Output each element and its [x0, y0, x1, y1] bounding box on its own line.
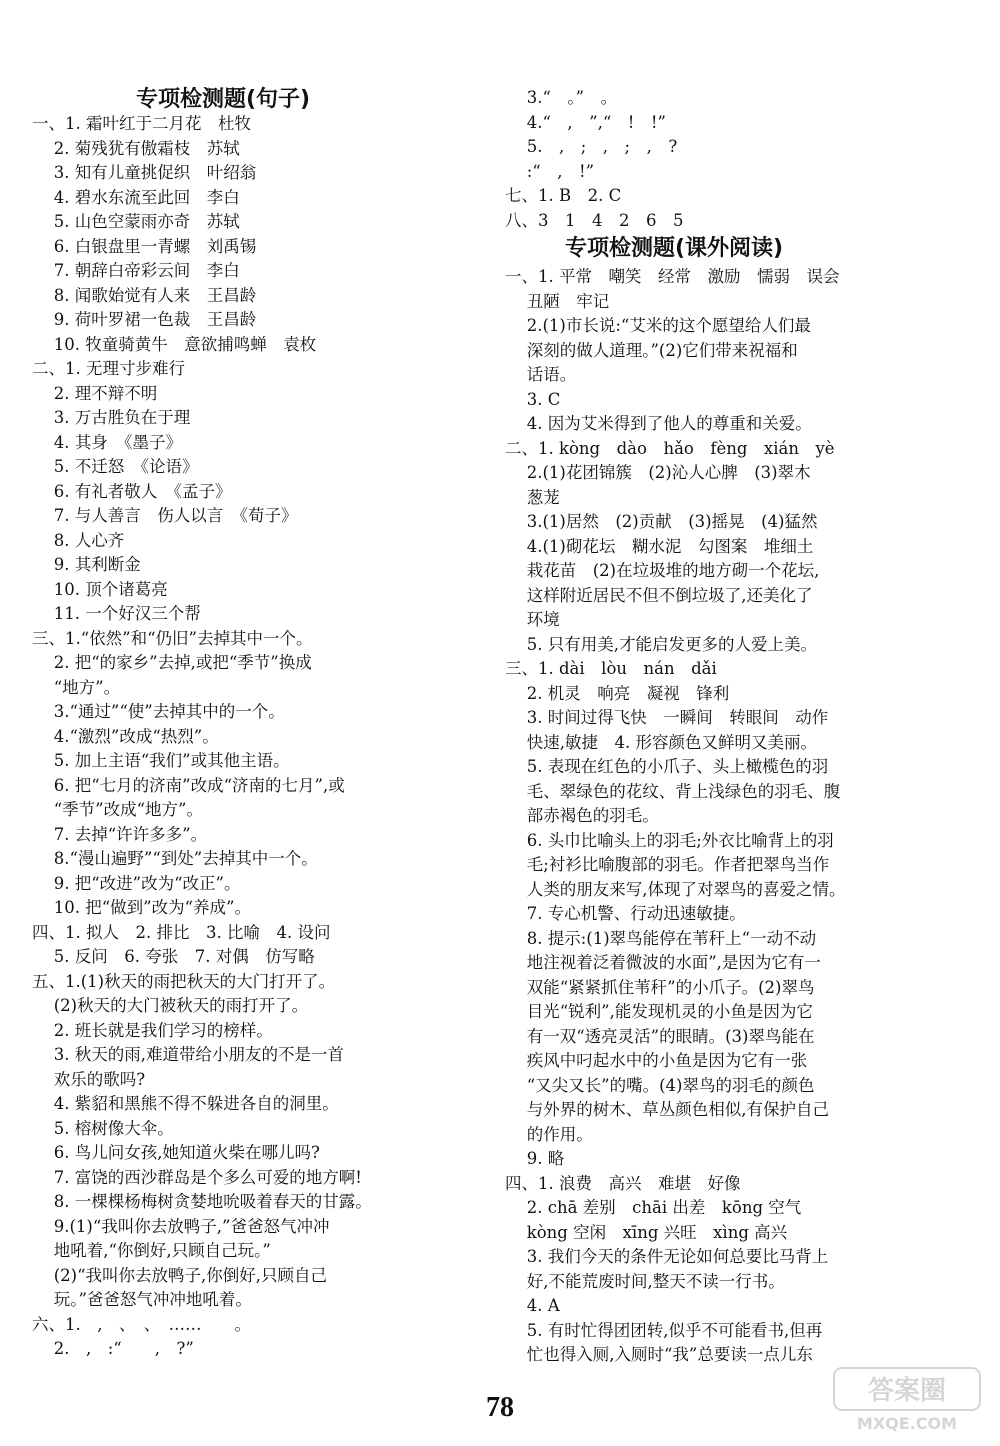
answer-line: 7. 朝辞白帝彩云间 李白	[32, 261, 240, 280]
answer-line: 2. chā 差别 chāi 出差 kōng 空气	[505, 1198, 802, 1217]
answer-line: 二、1. 无理寸步难行	[32, 359, 185, 378]
section-title-reading: 专项检测题(课外阅读)	[565, 236, 784, 261]
svg-text:MXQE.COM: MXQE.COM	[856, 1414, 958, 1433]
answer-line: 好,不能荒废时间,整天不读一行书。	[505, 1271, 785, 1291]
answer-line: 地注视着泛着微波的水面”,是因为它有一	[505, 953, 821, 972]
answer-line: 5. 山色空蒙雨亦奇 苏轼	[32, 212, 240, 231]
answer-line: 目光“锐利”,能发现机灵的小鱼是因为它	[505, 1002, 813, 1021]
answer-line: 部赤褐色的羽毛。	[505, 806, 659, 825]
answer-line: :“ , !”	[505, 161, 595, 181]
answer-line: 7. 与人善言 伤人以言 《荀子》	[32, 506, 298, 525]
answer-line: 4. 因为艾米得到了他人的尊重和关爱。	[505, 414, 812, 433]
answer-line: 5. 有时忙得团团转,似乎不可能看书,但再	[505, 1320, 823, 1340]
answer-line: kòng 空闲 xīng 兴旺 xìng 高兴	[505, 1222, 788, 1242]
answer-line: 9. 荷叶罗裙一色裁 王昌龄	[32, 310, 257, 329]
answer-line: 三、1. dài lòu nán dǎi	[505, 659, 717, 678]
answer-line: “又尖又长”的嘴。(4)翠鸟的羽毛的颜色	[505, 1075, 815, 1095]
answer-line: 7. 富饶的西沙群岛是个多么可爱的地方啊!	[32, 1167, 362, 1187]
answer-line: 的作用。	[505, 1124, 593, 1144]
answer-line: 有一双“透亮灵活”的眼睛。(3)翠鸟能在	[505, 1026, 815, 1046]
svg-text:答案圈: 答案圈	[867, 1376, 947, 1406]
answer-line: 7. 专心机警、行动迅速敏捷。	[505, 904, 746, 923]
answer-line: 5. 表现在红色的小爪子、头上橄榄色的羽	[505, 757, 829, 776]
answer-line: 10. 牧童骑黄牛 意欲捕鸣蝉 袁枚	[32, 334, 317, 354]
answer-line: 9. 其利断金	[32, 555, 141, 574]
answer-line: 2. 菊残犹有傲霜枝 苏轼	[32, 138, 240, 158]
answer-line: 六、1. , 、 、 …… 。	[32, 1314, 251, 1334]
answer-line: 6. 头巾比喻头上的羽毛;外衣比喻背上的羽	[505, 830, 834, 850]
answer-line: 4. 碧水东流至此回 李白	[32, 187, 240, 207]
answer-line: 三、1.“依然”和“仍旧”去掉其中一个。	[32, 628, 313, 648]
answer-line: 一、1. 霜叶红于二月花 杜牧	[32, 114, 251, 133]
answer-line: 人类的朋友来写,体现了对翠鸟的喜爱之情。	[505, 879, 846, 899]
answer-line: 3. 知有儿童挑促织 叶绍翁	[32, 163, 257, 182]
answer-line: 地吼着,“你倒好,只顾自己玩。”	[32, 1241, 271, 1260]
answer-line: 忙也得入厕,入厕时“我”总要读一点儿东	[505, 1345, 813, 1364]
answer-line: “季节”改成“地方”。	[32, 800, 203, 819]
answer-line: 4.“ , ”,“ ! !”	[505, 112, 666, 132]
answer-line: 3.(1)居然 (2)贡献 (3)摇晃 (4)猛然	[505, 512, 818, 531]
answer-line: 疾风中叼起水中的小鱼是因为它有一张	[505, 1051, 808, 1070]
answer-line: 4.(1)砌花坛 糊水泥 勾图案 堆细土	[505, 536, 814, 556]
answer-line: (2)秋天的大门被秋天的雨打开了。	[32, 996, 309, 1015]
answer-line: 七、1. B 2. C	[505, 186, 622, 205]
answer-line: 五、1.(1)秋天的雨把秋天的大门打开了。	[32, 971, 336, 991]
answer-line: 环境	[505, 610, 560, 629]
answer-line: 3. 秋天的雨,难道带给小朋友的不是一首	[32, 1045, 344, 1064]
answer-line: 10. 顶个诸葛亮	[32, 579, 168, 599]
answer-line: 2. 把“的家乡”去掉,或把“季节”换成	[32, 653, 312, 672]
answer-line: 3. C	[505, 389, 561, 409]
answer-line: 6. 白银盘里一青螺 刘禹锡	[32, 236, 257, 256]
answer-line: 八、3 1 4 2 6 5	[505, 210, 684, 230]
answer-line: 8. 闻歌始觉有人来 王昌龄	[32, 285, 257, 305]
page-number: 78	[486, 1392, 514, 1423]
answer-line: 4. 紫貂和黑熊不得不躲进各自的洞里。	[32, 1094, 339, 1113]
answer-line: 10. 把“做到”改为“养成”。	[32, 898, 251, 917]
answer-line: 2. 班长就是我们学习的榜样。	[32, 1020, 273, 1040]
answer-line: 深刻的做人道理。”(2)它们带来祝福和	[505, 340, 798, 360]
answer-line: 四、1. 拟人 2. 排比 3. 比喻 4. 设问	[32, 922, 331, 942]
answer-line: 6. 有礼者敬人 《孟子》	[32, 481, 232, 501]
answer-line: 8. 人心齐	[32, 530, 125, 550]
answer-line: 6. 鸟儿问女孩,她知道火柴在哪儿吗?	[32, 1143, 320, 1162]
answer-line: 11. 一个好汉三个帮	[32, 604, 201, 623]
answer-line: 3. 我们今天的条件无论如何总要比马背上	[505, 1247, 829, 1266]
answer-line: (2)“我叫你去放鸭子,你倒好,只顾自己	[32, 1265, 328, 1285]
answer-line: 6. 把“七月的济南”改成“济南的七月”,或	[32, 775, 345, 795]
section-title-sentences: 专项检测题(句子)	[136, 87, 311, 112]
answer-line: 快速,敏捷 4. 形容颜色又鲜明又美丽。	[505, 732, 817, 752]
answer-line: 7. 去掉“许许多多”。	[32, 824, 208, 844]
answer-line: 2.(1)花团锦簇 (2)沁人心脾 (3)翠木	[505, 463, 811, 482]
answer-line: 3.“通过”“使”去掉其中的一个。	[32, 702, 285, 721]
answer-line: 二、1. kòng dào hǎo fèng xián yè	[505, 438, 835, 458]
answer-line: 葱茏	[505, 487, 560, 507]
answer-line: 4.“激烈”改成“热烈”。	[32, 726, 219, 746]
answer-line: 四、1. 浪费 高兴 难堪 好像	[505, 1173, 741, 1193]
answer-line: 2. 机灵 响亮 凝视 锋利	[505, 683, 730, 703]
answer-line: 2.(1)市长说:“艾米的这个愿望给人们最	[505, 316, 811, 335]
answer-line: 3. 万古胜负在于理	[32, 408, 191, 427]
answer-line: 丑陋 牢记	[505, 291, 610, 311]
answer-line: 3.“ 。” 。	[505, 88, 618, 107]
answer-line: 2. 理不辩不明	[32, 383, 158, 403]
answer-line: 话语。	[505, 365, 577, 384]
answer-line: 9. 把“改进”改为“改正”。	[32, 873, 241, 893]
answer-line: 3. 时间过得飞快 一瞬间 转眼间 动作	[505, 708, 829, 727]
answer-line: 5. 反问 6. 夸张 7. 对偶 仿写略	[32, 947, 315, 966]
answer-line: 5. 只有用美,才能启发更多的人爱上美。	[505, 634, 817, 654]
watermark-logo	[832, 1366, 982, 1434]
answer-line: 5. , ; , ; , ?	[505, 137, 678, 156]
answer-line: 8. 一棵棵杨梅树贪婪地吮吸着春天的甘露。	[32, 1192, 372, 1211]
answer-line: 9.(1)“我叫你去放鸭子,”爸爸怒气冲冲	[32, 1216, 330, 1236]
answer-line: 欢乐的歌吗?	[32, 1069, 146, 1089]
answer-line: 与外界的树木、草丛颜色相似,有保护自己	[505, 1100, 829, 1119]
answer-line: 一、1. 平常 嘲笑 经常 激励 懦弱 误会	[505, 267, 840, 286]
answer-line: 2. , :“ , ?”	[32, 1339, 194, 1358]
answer-line: 8. 提示:(1)翠鸟能停在苇秆上“一动不动	[505, 928, 817, 948]
answer-line: 8.“漫山遍野”“到处”去掉其中一个。	[32, 849, 318, 868]
answer-line: 5. 加上主语“我们”或其他主语。	[32, 751, 290, 770]
answer-line: 栽花苗 (2)在垃圾堆的地方砌一个花坛,	[505, 561, 820, 580]
answer-line: 4. A	[505, 1296, 560, 1315]
answer-line: “地方”。	[32, 677, 121, 697]
answer-line: 5. 不迁怒 《论语》	[32, 457, 199, 476]
answer-line: 毛、翠绿色的花纹、背上浅绿色的羽毛、腹	[505, 781, 841, 801]
answer-line: 这样附近居民不但不倒垃圾了,还美化了	[505, 585, 813, 605]
answer-line: 4. 其身 《墨子》	[32, 432, 182, 452]
answer-line: 9. 略	[505, 1149, 565, 1168]
answer-line: 双能“紧紧抓住苇秆”的小爪子。(2)翠鸟	[505, 977, 815, 997]
answer-line: 玩。”爸爸怒气冲冲地吼着。	[32, 1290, 252, 1309]
answer-line: 5. 榕树像大伞。	[32, 1118, 174, 1138]
answer-line: 毛;衬衫比喻腹部的羽毛。作者把翠鸟当作	[505, 855, 830, 874]
